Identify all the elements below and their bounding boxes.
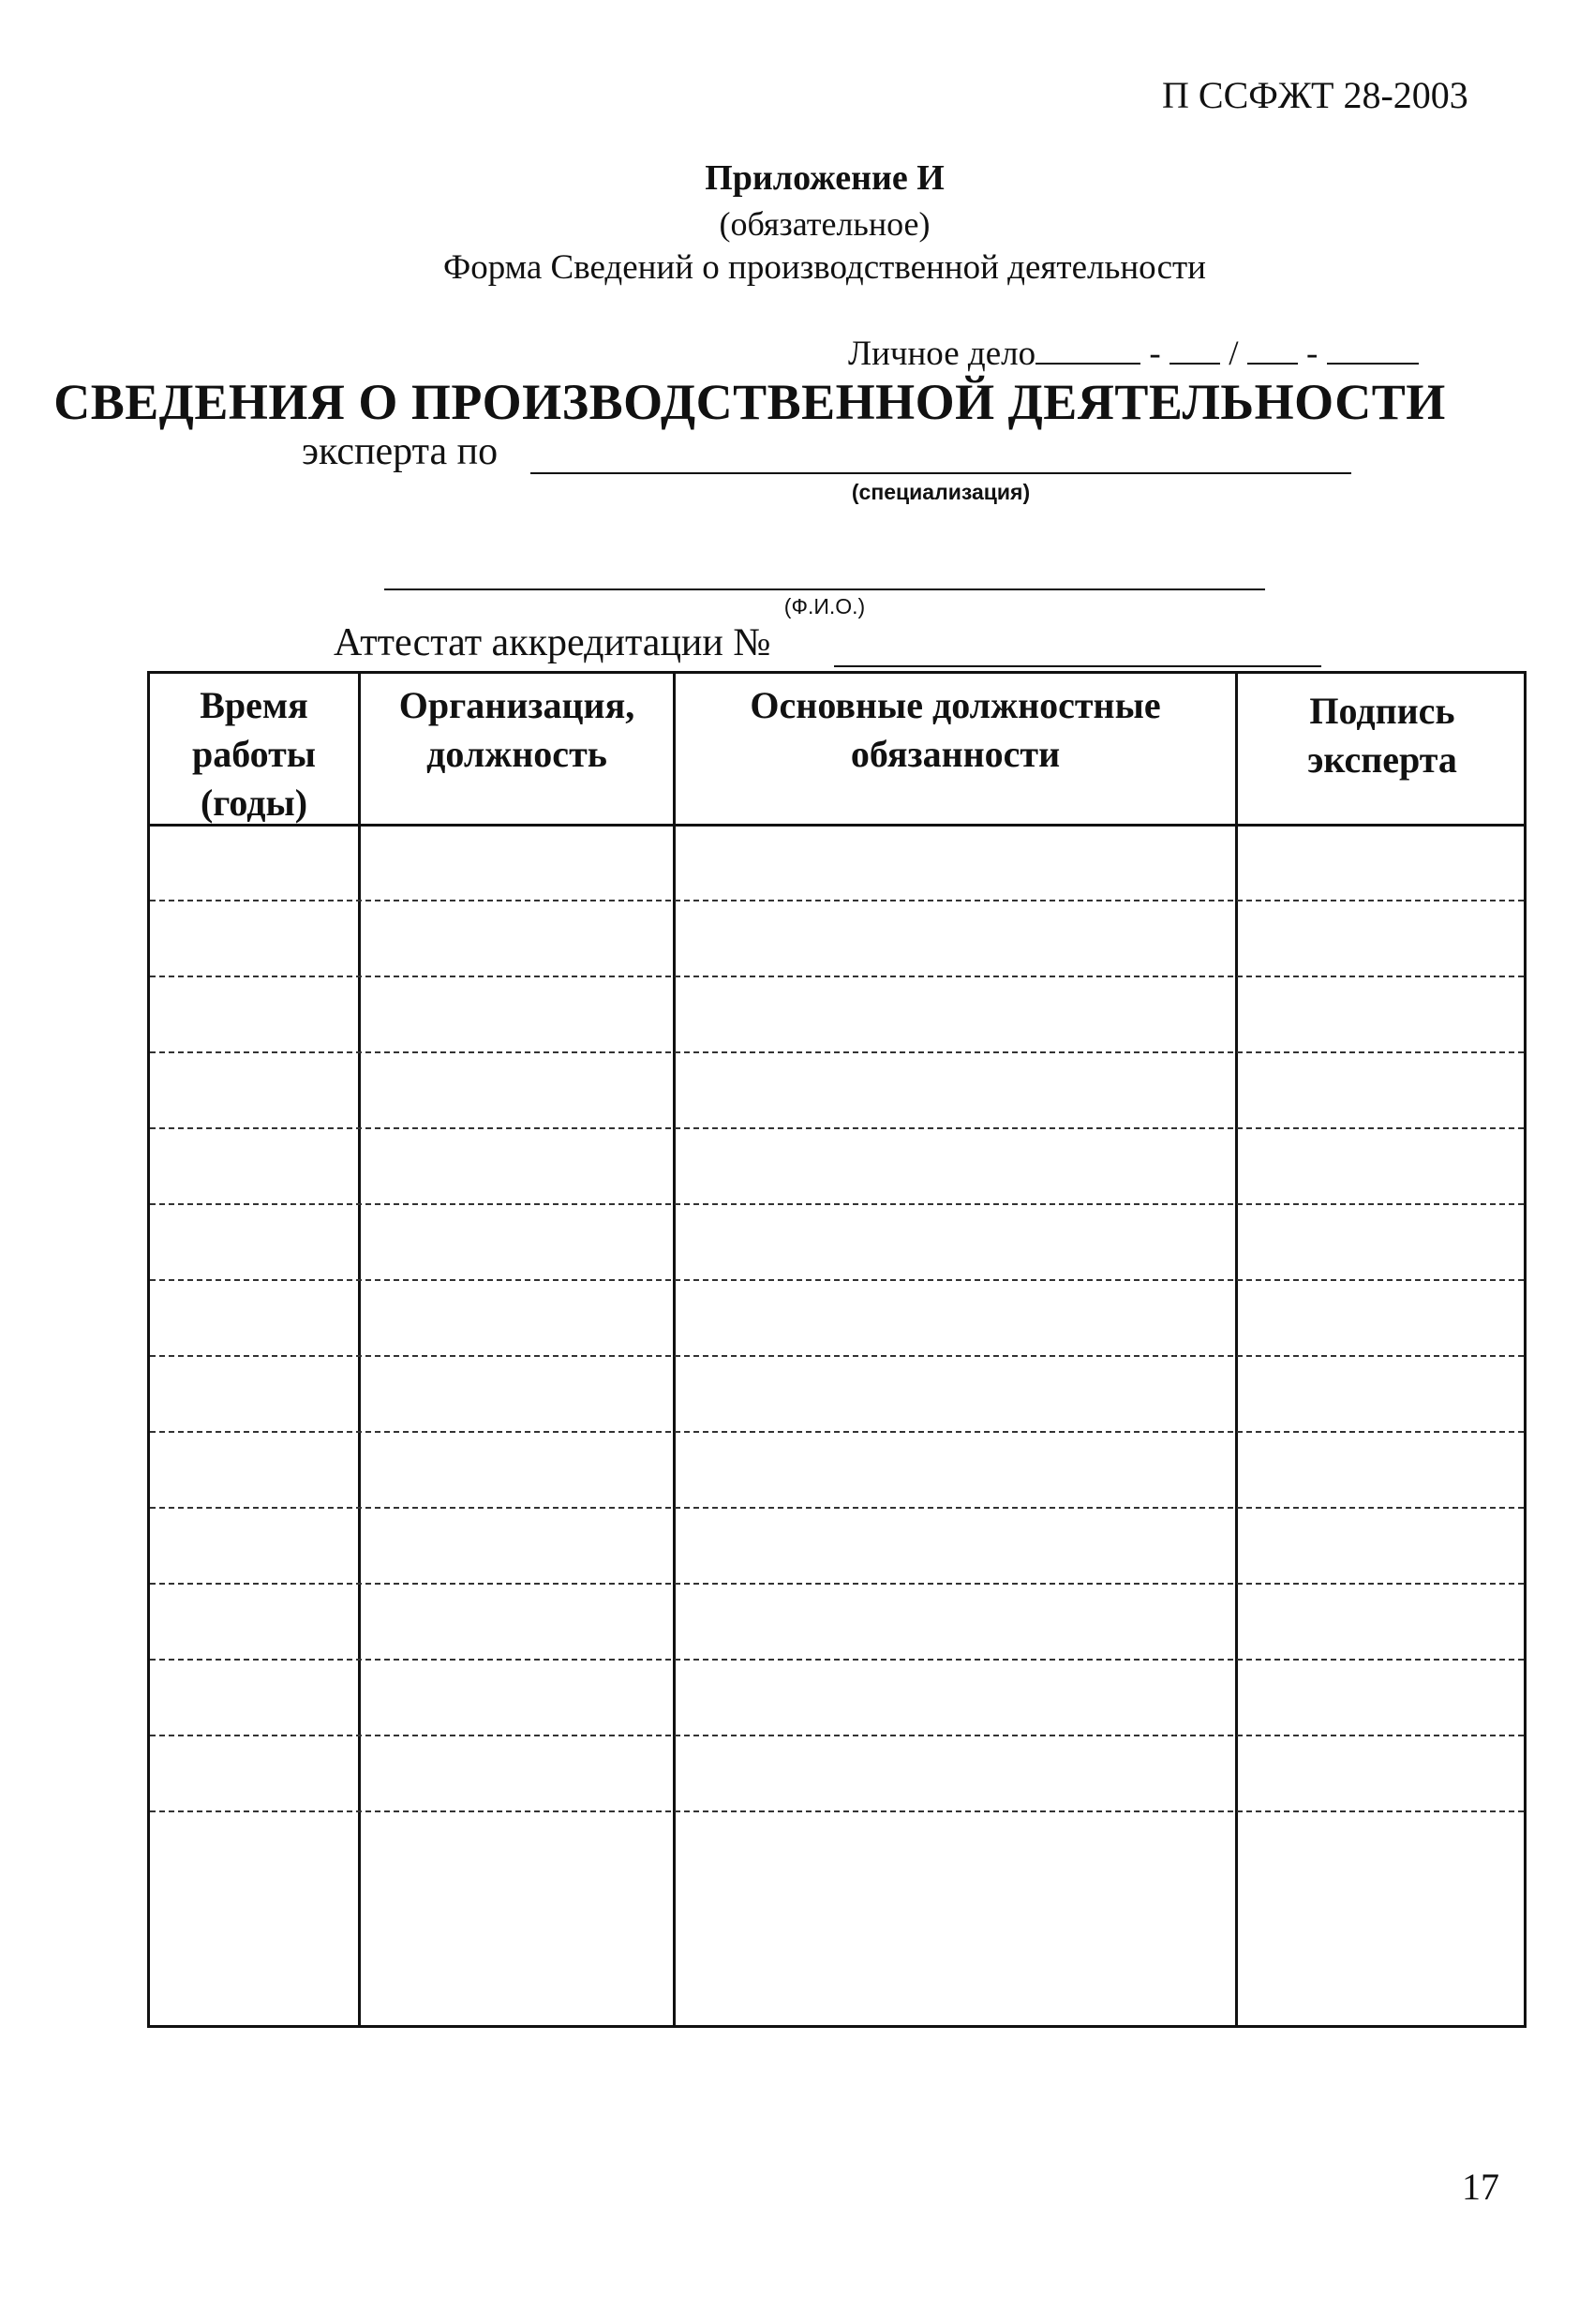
table-row[interactable] (150, 1051, 1524, 1053)
column-divider (358, 674, 361, 2025)
main-title: СВЕДЕНИЯ О ПРОИЗВОДСТВЕННОЙ ДЕЯТЕЛЬНОСТИ (53, 374, 1446, 430)
column-header-line: обязанности (850, 733, 1061, 775)
column-divider (1235, 674, 1238, 2025)
specialization-field[interactable] (530, 472, 1351, 474)
attestat-number-field[interactable] (834, 665, 1321, 667)
personal-file-dash-1: - (1149, 335, 1161, 373)
specialization-caption: (специализация) (851, 480, 1031, 504)
column-header-line: Основные должностные (750, 684, 1161, 726)
attestat-label: Аттестат аккредитации № (334, 621, 771, 664)
table-row[interactable] (150, 1735, 1524, 1736)
personal-file-blank-3[interactable] (1247, 335, 1298, 365)
table-row[interactable] (150, 1810, 1524, 1812)
table-row[interactable] (150, 1507, 1524, 1509)
table-row[interactable] (150, 1203, 1524, 1205)
personal-file-blank-1[interactable] (1035, 335, 1140, 365)
table-row[interactable] (150, 1431, 1524, 1433)
column-header-organization (361, 681, 673, 779)
column-header-line: Подпись (1309, 690, 1455, 732)
expert-label: эксперта по (302, 430, 499, 473)
personal-file-blank-2[interactable] (1169, 335, 1220, 365)
column-header-time (150, 681, 358, 827)
column-header-line: эксперта (1307, 738, 1457, 781)
page-number: 17 (1462, 2166, 1499, 2208)
column-header-line: должность (426, 733, 607, 775)
column-header-line: Время (200, 684, 308, 726)
table-row[interactable] (150, 1127, 1524, 1129)
personal-file-line (848, 334, 1419, 374)
personal-file-label: Личное дело (848, 335, 1036, 373)
column-header-line: работы (191, 733, 317, 775)
personal-file-blank-4[interactable] (1327, 335, 1419, 365)
personal-file-dash-2: - (1306, 335, 1318, 373)
full-name-caption: (Ф.И.О.) (783, 594, 866, 618)
column-header-duties (676, 681, 1235, 779)
activity-table (147, 671, 1527, 2028)
appendix-title: Приложение И (705, 158, 945, 198)
document-code: П ССФЖТ 28-2003 (1162, 74, 1468, 116)
table-row[interactable] (150, 1355, 1524, 1357)
table-row[interactable] (150, 1279, 1524, 1281)
appendix-subtitle: Форма Сведений о производственной деятельности (443, 248, 1206, 287)
table-row[interactable] (150, 1583, 1524, 1585)
table-row[interactable] (150, 976, 1524, 977)
full-name-field[interactable] (384, 588, 1265, 590)
appendix-status: (обязательное) (719, 205, 931, 243)
column-header-signature (1238, 687, 1527, 784)
column-header-line: Организация, (398, 684, 635, 726)
column-divider (673, 674, 676, 2025)
table-row[interactable] (150, 900, 1524, 901)
table-row[interactable] (150, 1659, 1524, 1661)
personal-file-slash: / (1229, 335, 1239, 373)
column-header-line: (годы) (200, 782, 308, 824)
